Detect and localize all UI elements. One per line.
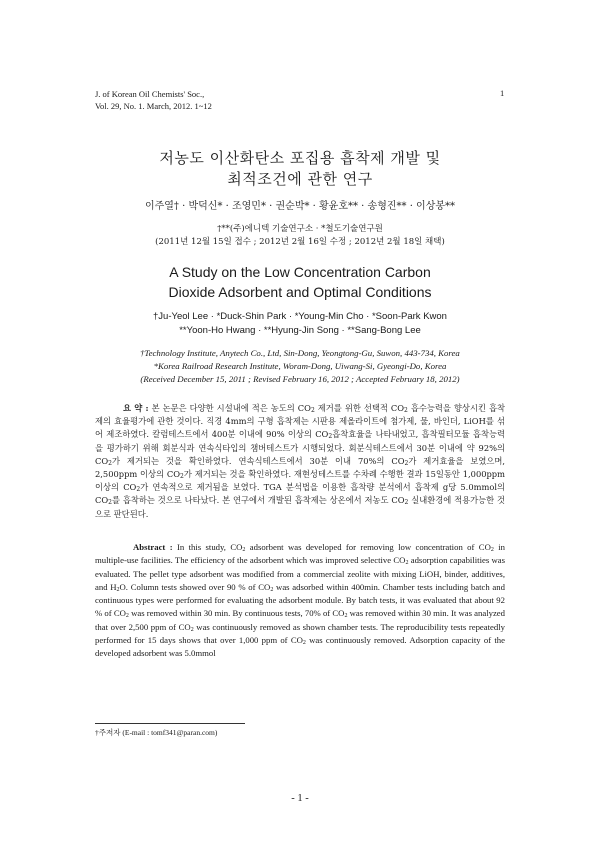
english-dates-line: (Received December 15, 2011 ; Revised February 16, 2012 ; Accepted February 18, 2012) xyxy=(140,374,460,384)
english-authors-line: **Yoon-Ho Hwang · **Hyung-Jin Song · **Sang-Bong Lee xyxy=(179,325,421,336)
journal-volume: Vol. 29, No. 1. March, 2012. 1~12 xyxy=(95,101,212,111)
english-authors xyxy=(0,310,600,338)
korean-dates-line: (2011년 12월 15일 접수 ; 2012년 2월 16일 수정 ; 2012년 2월 18일 채택) xyxy=(155,237,445,247)
korean-abstract: 요 약 : 본 논문은 다양한 시설내에 적은 농도의 $CO_2$ 제거를 위한 선택적 $CO_2$ 흡수능력을 향상시킨 흡착제의 효율평가에 관한 것이다. 직경 4mm의 구형 흡착제는 시판용 제올라이트에 첨가제, 물, 바인더, LiOH를 섞어 제조하였다. 칼럼테스트에서 400분 이내에 90% 이상의 $CO_2$흡착효율을 나타내었고, 흡착필터모듈 흡착능력을 평가하기 위해 회분식과 연속식타입의 챔버테스트가 시행되었다. 회분식테스트에서 30분 이내에 약 92%의 $CO_2$가 제거되는 것을 확인하였다. 연속식테스트에서 30분 이내 70%의 $CO_2$가 제거효율을 보였으며, 2,500ppm 이상의 $CO_2$가 제거되는 것을 확인하였다. 재현성테스트를 수차례 수행한 결과 15일동안 1,000ppm 이상의 $CO_2$가 연속적으로 제거됨을 보였다. TGA 분석법을 이용한 흡착량 분석에서 흡착제 g당 5.0mmol의 $CO_2$를 흡착하는 것으로 나타났다. 본 연구에서 개발된 흡착제는 상온에서 저농도 $CO_2$ 실내환경에 적용가능한 것으로 판단된다. xyxy=(95,403,506,519)
english-affiliation xyxy=(0,347,600,386)
english-affiliation-line: †Technology Institute, Anytech Co., Ltd, Sin-Dong, Yeongtong-Gu, Suwon, 443-734, Korea xyxy=(140,348,460,358)
journal-name: J. of Korean Oil Chemists' Soc., xyxy=(95,89,205,99)
english-title-line: Dioxide Adsorbent and Optimal Conditions xyxy=(168,284,432,300)
english-authors-line: †Ju-Yeol Lee · *Duck-Shin Park · *Young-Min Cho · *Soon-Park Kwon xyxy=(153,311,447,322)
english-abstract: Abstract : In this study, $CO_2$ adsorbent was developed for removing low concentration of $CO_2$ in multiple-use facilities. The efficiency of the adsorbent which was improved selective $CO_2$ adsorption capabilities was evaluated. The pellet type adsorbent was modified from a commercial zeolite with mixing LiOH, binder, additives, and $H_2O$. Column tests showed over 90 % of $CO_2$ was adsorbed within 400min. Chamber tests including batch and continuous types were performed for evaluating the adsorbent module. By batch tests, it was evaluated that about 92 % of $CO_2$ was removed within 30 min. By continuous tests, 70% of $CO_2$ was removed within 30 min. It was analyzed that over 2,500 ppm of $CO_2$ was continuously removed as shown chamber tests. The reproducibility tests repeatedly performed for 15 days shows that over 1,000 ppm of $CO_2$ was continuously removed. Adsorption capacity of the developed adsorbent was 5.0mmol xyxy=(95,542,506,659)
english-title-line: A Study on the Low Concentration Carbon xyxy=(169,264,431,280)
korean-authors: 이주열† · 박덕신* · 조영민* · 권순박* · 황윤호** · 송형진** · 이상봉** xyxy=(144,201,456,212)
korean-affiliation xyxy=(0,223,600,249)
journal-citation xyxy=(95,88,212,112)
page-number-bottom: - 1 - xyxy=(291,793,309,804)
english-title xyxy=(0,262,600,302)
corresponding-author-footnote: †주저자 (E-mail : tomf341@paran.com) xyxy=(95,728,218,737)
footnote-divider xyxy=(95,723,245,724)
korean-title-line: 저농도 이산화탄소 포집용 흡착제 개발 및 xyxy=(159,149,441,167)
korean-title xyxy=(0,148,600,190)
korean-title-line: 최적조건에 관한 연구 xyxy=(227,170,373,188)
korean-abstract-label: 요 약 : xyxy=(123,403,149,413)
page-number-top: 1 xyxy=(500,88,505,98)
english-affiliation-line: *Korea Railroad Research Institute, Woram-Dong, Uiwang-Si, Gyeongi-Do, Korea xyxy=(153,361,447,371)
korean-affiliation-line: †**(주)에니텍 기술연구소 · *철도기술연구원 xyxy=(217,224,383,234)
english-abstract-label: Abstract : xyxy=(133,542,173,552)
